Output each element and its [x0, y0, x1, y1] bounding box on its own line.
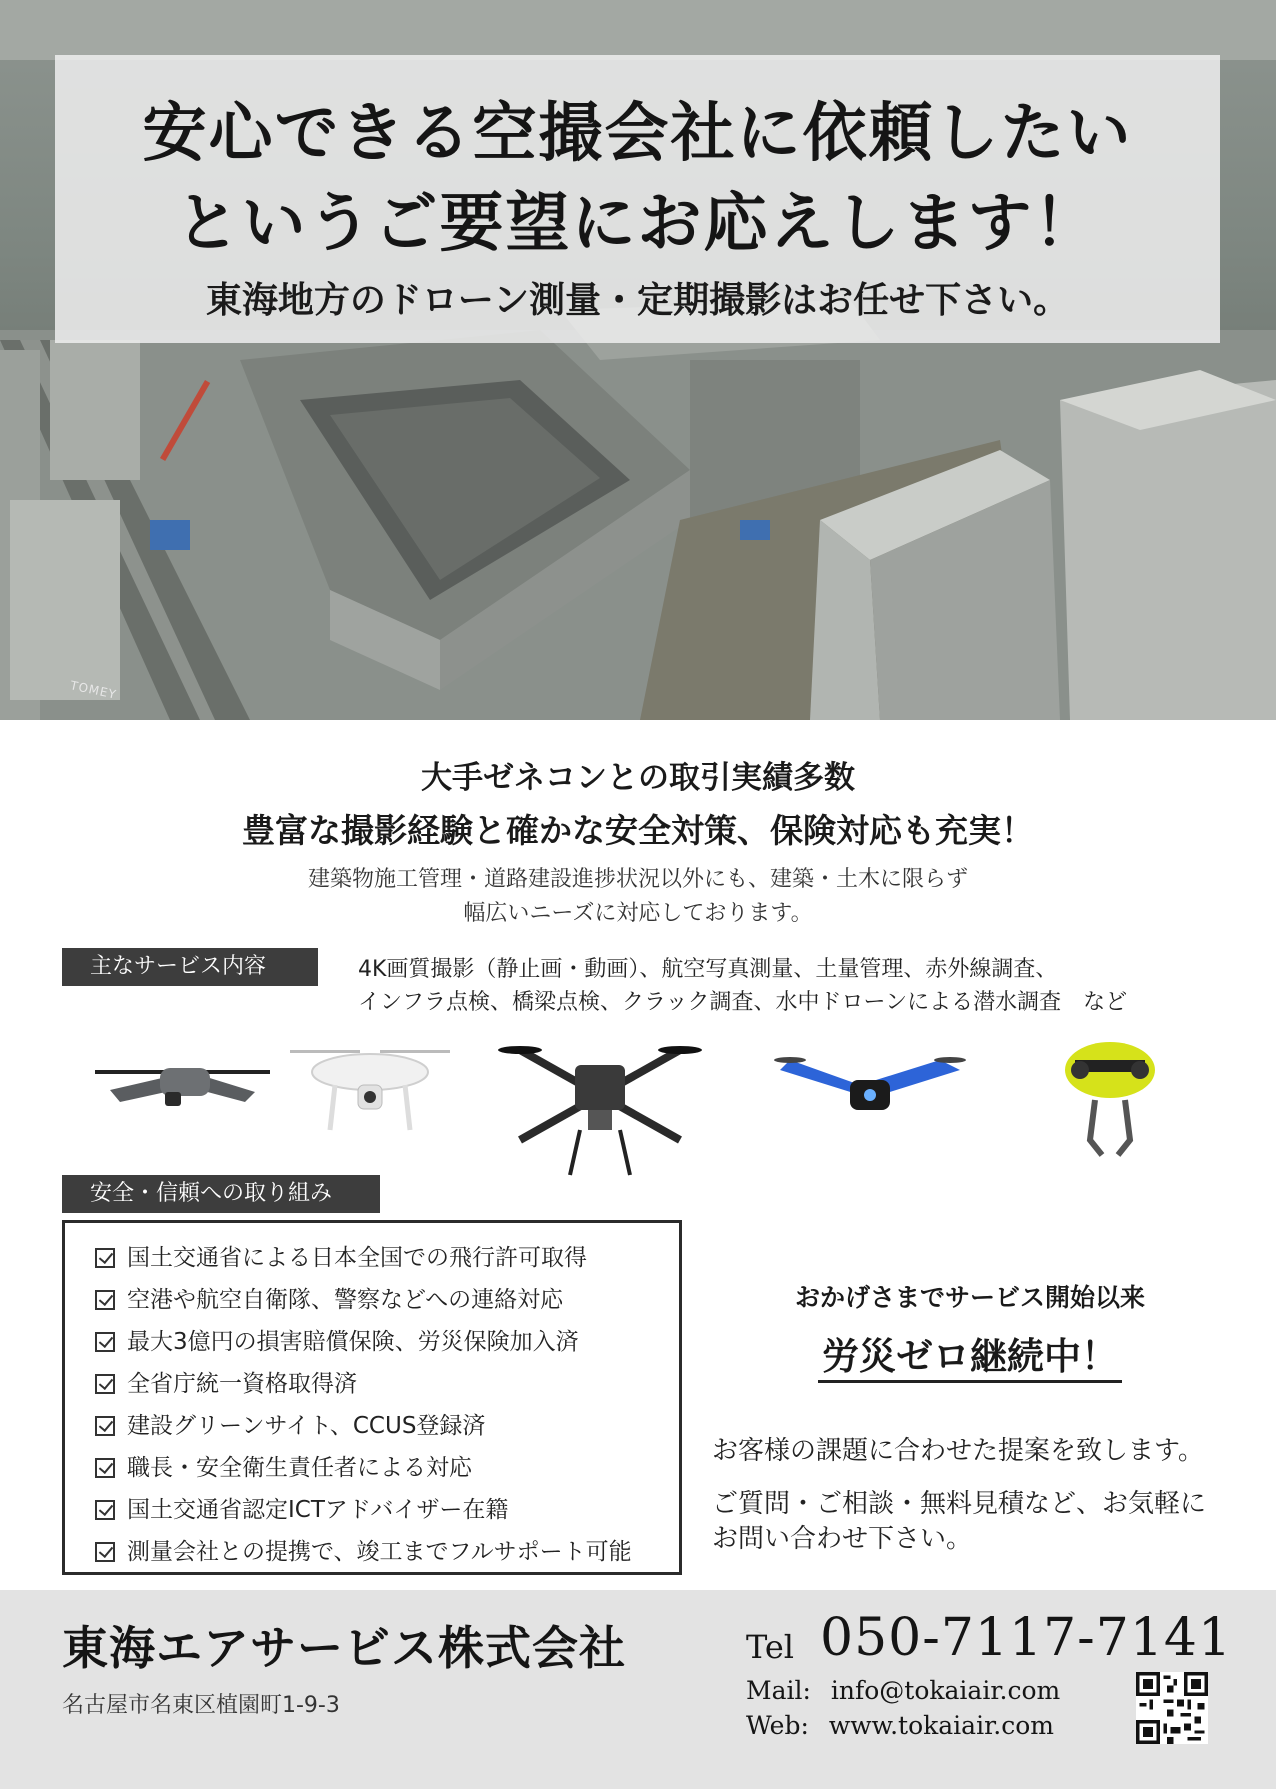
qr-code-icon[interactable]: [1136, 1672, 1208, 1744]
tel-label: Tel: [746, 1628, 795, 1666]
company-name: 東海エアサービス株式会社: [62, 1621, 626, 1675]
mail-address-link[interactable]: info@tokaiair.com: [830, 1676, 1061, 1705]
checkbox-icon: [95, 1416, 115, 1436]
intro-line-4: 幅広いニーズに対応しております。: [463, 901, 813, 926]
safety-checklist: [62, 1220, 682, 1575]
website-link[interactable]: www.tokaiair.com: [828, 1711, 1054, 1740]
checkbox-icon: [95, 1332, 115, 1352]
headline-line-1: 安心できる空撮会社に依頼したい: [142, 97, 1133, 171]
safety-item: 最大3億円の損害賠償保険、労災保険加入済: [95, 1323, 579, 1356]
drone-lineup: [80, 1030, 1200, 1180]
safety-item: 国土交通省認定ICTアドバイザー在籍: [95, 1491, 508, 1524]
safety-item: 建設グリーンサイト、CCUS登録済: [95, 1407, 485, 1440]
photo-sign-tomey: TOMEY: [69, 678, 118, 702]
checkbox-icon: [95, 1542, 115, 1562]
checkbox-icon: [95, 1500, 115, 1520]
services-section-label: 主なサービス内容: [62, 948, 318, 986]
web-label: Web:: [746, 1711, 809, 1740]
mail-line: [746, 1676, 1060, 1705]
safety-item: 測量会社との提携で、竣工までフルサポート可能: [95, 1533, 632, 1566]
headline-line-2: というご要望にお応えします！: [175, 187, 1100, 261]
tel-number[interactable]: 050-7117-7141: [820, 1608, 1233, 1668]
intro-line-3: 建築物施工管理・道路建設進捗状況以外にも、建築・土木に限らず: [307, 867, 968, 892]
contact-invite-line-1: ご質問・ご相談・無料見積など、お気軽に: [712, 1489, 1207, 1519]
safety-item: 全省庁統一資格取得済: [95, 1365, 357, 1398]
checkbox-icon: [95, 1248, 115, 1268]
web-line: [746, 1711, 1054, 1740]
safety-item: 国土交通省による日本全国での飛行許可取得: [95, 1239, 587, 1272]
intro-line-1: 大手ゼネコンとの取引実績多数: [421, 760, 855, 796]
phantom-drone-icon: [290, 1050, 450, 1130]
safety-item: 職長・安全衛生責任者による対応: [95, 1449, 472, 1482]
zero-accidents-heading: 労災ゼロ継続中！: [700, 1326, 1240, 1380]
services-line-1: 4K画質撮影（静止画・動画）、航空写真測量、土量管理、赤外線調査、: [358, 957, 1058, 982]
skydio-drone-icon: [774, 1057, 966, 1110]
safety-section-label: 安全・信頼への取り組み: [62, 1175, 380, 1213]
proposal-text: お客様の課題に合わせた提案を致します。: [712, 1436, 1204, 1466]
folding-drone-icon: [95, 1068, 270, 1106]
checkbox-icon: [95, 1290, 115, 1310]
subheadline: 東海地方のドローン測量・定期撮影はお任せ下さい。: [205, 280, 1070, 321]
checkbox-icon: [95, 1458, 115, 1478]
underwater-drone-icon: [1065, 1042, 1155, 1155]
since-service-start-text: おかげさまでサービス開始以来: [794, 1283, 1145, 1312]
services-line-2: インフラ点検、橋梁点検、クラック調査、水中ドローンによる潜水調査 など: [358, 990, 1128, 1015]
checkbox-icon: [95, 1374, 115, 1394]
intro-line-2: 豊富な撮影経験と確かな安全対策、保険対応も充実！: [242, 811, 1034, 850]
mail-label: Mail:: [746, 1676, 811, 1705]
contact-invite-line-2: お問い合わせ下さい。: [712, 1524, 973, 1554]
company-address: 名古屋市名東区植園町1-9-3: [62, 1693, 340, 1718]
safety-item: 空港や航空自衛隊、警察などへの連絡対応: [95, 1281, 563, 1314]
matrice-drone-icon: [498, 1046, 702, 1175]
